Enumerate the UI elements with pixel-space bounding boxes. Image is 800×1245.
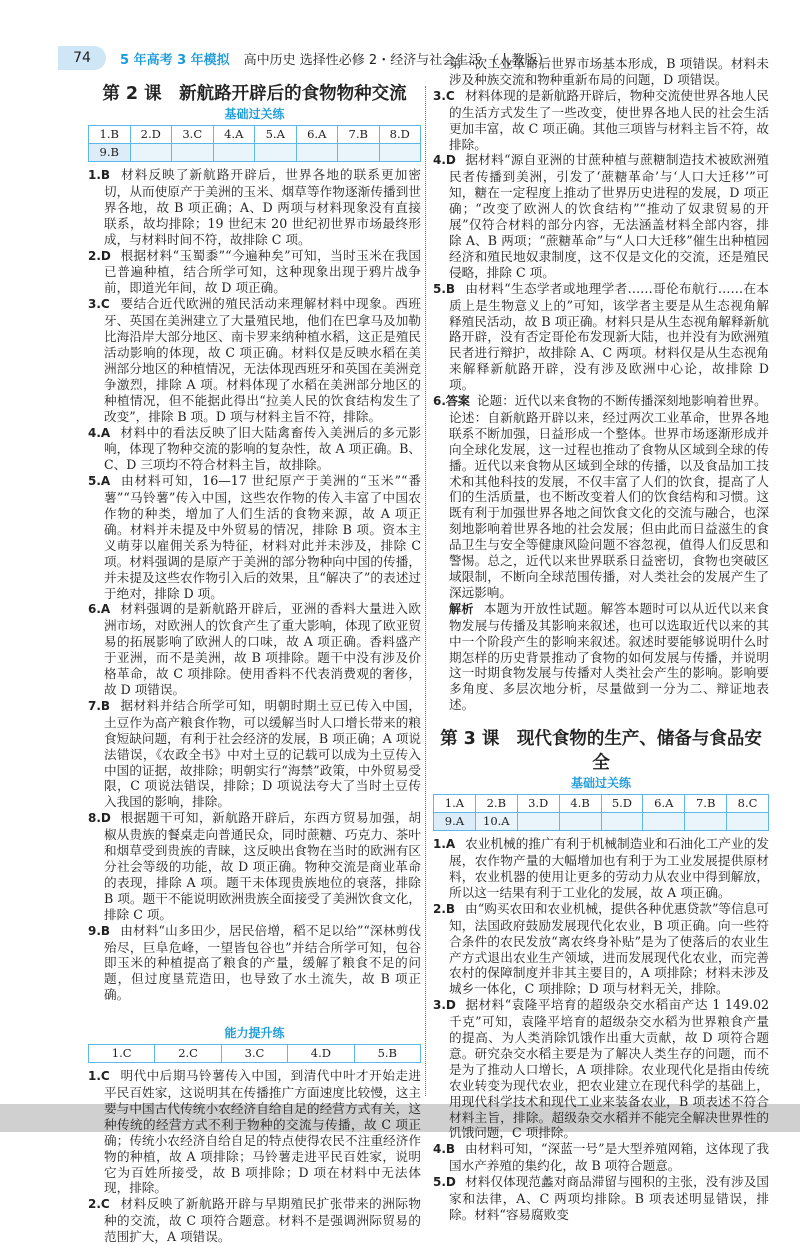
item-text: 材料反映了新航路开辟与早期殖民扩张带来的洲际物种的交流，故 C 项符合题意。材料不是强调洲际贸易的范围扩大，A 项错误。 xyxy=(104,1196,421,1245)
item-label: 1.A xyxy=(433,837,456,852)
item-label: 7.B xyxy=(88,698,111,713)
answer-cell: 1.A xyxy=(434,795,476,813)
answer-cell xyxy=(255,144,297,162)
item-label: 8.D xyxy=(88,811,111,826)
analysis-label: 解析 xyxy=(449,601,474,616)
right-column xyxy=(433,56,769,1223)
answer-cell xyxy=(517,813,559,831)
answer-cell xyxy=(172,144,214,162)
item-label: 2.C xyxy=(88,1197,110,1212)
explanation-item xyxy=(88,473,421,601)
item-label: 2.B xyxy=(433,901,456,916)
answer-cell: 5.A xyxy=(255,126,297,144)
item-text: 明代中后期马铃薯传入中国，到清代中叶才开始走进平民百姓家，这说明其在传播推广方面速度比较慢，这主要与中国古代传统小农经济自给自足的经营方式有关，这种传统的经营方式不利于物种的交流与传播，故 C 项正确；传统小农经济自给自足的特点使得农民不注重经济作物的种植，故 A 项排除；马铃薯走进平民百姓家，说明它为百姓所接受，故 B 项排除；D 项在材料中无法体现，排除。 xyxy=(104,1068,421,1196)
answer-cell: 4.A xyxy=(213,126,255,144)
answer-cell xyxy=(727,813,769,831)
answer-row xyxy=(434,813,769,831)
item-text: 材料强调的是新航路开辟后，亚洲的香料大量进入欧洲市场，对欧洲人的饮食产生了重大影响，体现了欧亚贸易的拓展影响了欧洲人的口味，故 A 项正确。香料盛产于亚洲，而不是美洲，故 B 项排除。题干中没有涉及价格革命，故 C 项排除。使用香料不代表消费观的奢侈，故 D 项错误。 xyxy=(104,601,421,697)
item-text: 由材料可知，“深蓝一号”是大型养殖网箱，这体现了我国水产养殖的集约化，故 B 项符合题意。 xyxy=(449,1141,769,1174)
item-label: 6.A xyxy=(88,602,111,617)
page-number: 74 xyxy=(58,46,106,70)
item-label: 2.D xyxy=(88,248,111,263)
item-label: 3.C xyxy=(433,88,455,103)
item-label: 5.A xyxy=(88,474,111,489)
thesis-text: 论题：近代以来食物的不断传播深刻地影响着世界。 xyxy=(477,393,767,409)
explanation-item xyxy=(88,425,421,474)
item-text: 根据题干可知，新航路开辟后，东西方贸易加强，胡椒从贵族的餐桌走向普通民众，同时蔗糖、巧克力、茶叶和烟草受到贵族的青睐，这反映出食物在当时的欧洲有区分社会等级的功能，故 D 项正确。物种交流是商业革命的表现，排除 A 项。题干未体现贵族地位的衰落，排除 B 项。题干不能说明欧洲贵族全面接受了美洲饮食文化，排除 C 项。 xyxy=(104,810,421,922)
answer-cell: 8.D xyxy=(379,126,421,144)
answer-cell: 5.D xyxy=(601,795,643,813)
item-text: 材料体现的是新航路开辟后，物种交流使世界各地人民的生活方式发生了一些改变，使世界各地人民的社会生活更加丰富，故 C 项正确。其他三项皆与材料主旨不符，故排除。 xyxy=(449,87,769,152)
item-text: 由材料“生态学者或地理学者……哥伦布航行……在本质上是生物意义上的”可知，该学者主要是从生态视角解释殖民活动，故 B 项正确。材料只是从生态视角解释新航路开辟，没有否定哥伦布发现新大陆，也并没有为欧洲殖民者进行辩护，故排除 A、C 两项。材料仅是从生态视角来解释新航路开辟，没有涉及欧洲中心论，故排除 D 项。 xyxy=(449,280,769,393)
explanation-item xyxy=(433,997,769,1141)
explanation-item xyxy=(88,1196,421,1245)
answer-cell xyxy=(559,813,601,831)
item-text: 根据材料“玉蜀黍”“今遍种矣”可知，当时玉米在我国已普遍种植，结合所学可知，这种现象出现于鸦片战争前，即道光年间，故 D 项正确。 xyxy=(104,247,421,296)
explanations-basic xyxy=(88,167,421,1003)
answer-cell: 3.D xyxy=(517,795,559,813)
explanation-item xyxy=(88,167,421,248)
item-text: 由材料“山多田少，居民倍增，稻不足以给”“深林剪伐殆尽，巨阜危峰，一望皆包谷也”并结合所学可知，包谷即玉米的种植提高了粮食的产量，缓解了粮食不足的问题，但过度垦荒造田，也导致了水土流失，故 B 项正确。 xyxy=(104,922,421,1003)
answer-cell: 2.D xyxy=(130,126,172,144)
answer-cell: 8.C xyxy=(727,795,769,813)
explanation-item xyxy=(88,923,421,1004)
item-text: 据材料并结合所学可知，明朝时期土豆已传入中国，土豆作为高产粮食作物，可以缓解当时人口增长带来的粮食短缺问题，有利于社会经济的发展，B 项正确；A 项说法错误，《农政全书》中对土豆的记载可以成为土豆传入中国的证据，故排除；明朝实行“海禁”政策，中外贸易受限，C 项说法错误，排除；D 项说法夸大了当时土豆传入我国的影响，排除。 xyxy=(104,697,421,810)
answer-cell xyxy=(379,144,421,162)
explanation-item xyxy=(433,152,769,280)
answer-cell xyxy=(685,813,727,831)
answer-cell: 4.D xyxy=(288,1045,354,1063)
left-column xyxy=(88,82,421,1245)
item-label: 5.D xyxy=(433,1175,456,1190)
item-label: 6.答案 xyxy=(433,394,470,409)
analysis-text: 本题为开放性试题。解答本题时可以从近代以来食物发展与传播及其影响来叙述，也可以选取近代以来的其中一个阶段产生的影响来叙述。叙述时要能够说明什么时期怎样的历史背景推动了食物的如何发展与传播，并说明这一时期食物发展与传播对人类社会产生的影响。影响要多角度、多层次地分析，尽量做到一分为二、辩证地表述。 xyxy=(449,600,769,713)
item-label: 4.A xyxy=(88,425,111,440)
answer-cell: 2.B xyxy=(475,795,517,813)
item-text: 材料中的看法反映了旧大陆禽畜传入美洲后的多元影响，体现了物种交流的影响的复杂性，故 A 项正确。B、C、D 三项均不符合材料主旨，故排除。 xyxy=(104,424,421,473)
answer-cell: 7.B xyxy=(685,795,727,813)
column-divider xyxy=(425,86,426,1096)
explanation-item xyxy=(88,698,421,810)
answer-cell: 9.B xyxy=(89,144,131,162)
lesson-2-title: 第 2 课 新航路开辟后的食物物种交流 xyxy=(102,84,407,104)
answer-cell: 3.C xyxy=(221,1045,287,1063)
answer-cell xyxy=(643,813,685,831)
explanation-item xyxy=(88,810,421,922)
lesson-3-basic-heading: 基础过关练 xyxy=(570,776,631,791)
answer-cell: 2.C xyxy=(155,1045,221,1063)
answer-table-ability xyxy=(88,1044,421,1063)
item-text: 由材料可知，16—17 世纪原产于美洲的“玉米”“番薯”“马铃薯”传入中国，这些农作物的传入丰富了中国农作物的种类，增加了人们生活的食物来源，故 A 项正确。材料并未提及中外贸易的情况，排除 B 项。资本主义萌芽以雇佣关系为特征，材料对此并未涉及，排除 C 项。材料强调的是原产于美洲的部分物种向中国的传播，并未提及这些农作物引入后的效果，且“解决了”的表述过于绝对，排除 D 项。 xyxy=(104,473,421,601)
ability-practice-heading: 能力提升练 xyxy=(224,1026,285,1041)
explanation-item xyxy=(433,1174,769,1223)
answer-cell: 9.A xyxy=(434,813,476,831)
answer-row xyxy=(89,1045,421,1063)
item-label: 4.D xyxy=(433,153,456,168)
explanation-item xyxy=(433,88,769,153)
item-text: 要结合近代欧洲的殖民活动来理解材料中现象。西班牙、英国在美洲建立了大量殖民地，他们在巴拿马及加勒比海沿岸大部分地区、南卡罗来纳种植水稻，这正是殖民活动影响的体现，故 C 项正确。材料仅是反映水稻在美洲部分地区的种植情况，无法体现西班牙和英国在美洲竞争激烈，排除 A 项。材料体现了水稻在美洲部分地区的种植情况，但不能据此得出“拉美人民的饮食结构发生了改变”，排除 B 项。D 项与材料主旨不符，排除。 xyxy=(104,296,421,424)
item-label: 3.C xyxy=(88,297,110,312)
answer-cell: 10.A xyxy=(475,813,517,831)
answer-table-lesson-3 xyxy=(433,794,769,831)
item-label: 4.B xyxy=(433,1142,456,1157)
item-text: 材料反映了新航路开辟后，世界各地的联系更加密切，从而使原产于美洲的玉米、烟草等作物逐渐传播到世界各地，故 B 项正确；A、D 两项与材料现象没有直接联系，故均排除；19 世纪末 20 世纪初世界市场最终形成，与材料时间不符，故排除 C 项。 xyxy=(104,167,421,247)
brand-title: 5 年高考 3 年模拟 xyxy=(120,52,230,68)
explanation-item xyxy=(433,1141,769,1174)
explanation-item xyxy=(88,601,421,697)
answer-cell xyxy=(213,144,255,162)
analysis-paragraph xyxy=(433,601,769,713)
item-label: 1.C xyxy=(88,1069,110,1084)
answer-cell: 6.A xyxy=(643,795,685,813)
answer-row xyxy=(434,795,769,813)
item-text: 据材料“源自亚洲的甘蔗种植与蔗糖制造技术被欧洲殖民者传播到美洲，引发了‘蔗糖革命’与‘人口大迁移’”可知，糖在一定程度上推动了世界历史进程的发展，D 项正确；“改变了欧洲人的饮食结构”“推动了奴隶贸易的开展”仅符合材料的部分内容，无法涵盖材料全部内容，排除 A、B 两项；“蔗糖革命”与“人口大迁移”催生出种植园经济和殖民地奴隶制度，这不仅是文化的交流，还是殖民侵略，排除 C 项。 xyxy=(449,152,769,280)
item-label: 3.D xyxy=(433,998,456,1013)
book-subject: 高中历史 选择性必修 2・经济与社会生活 （人教版） xyxy=(243,52,551,68)
answer-cell: 1.C xyxy=(89,1045,155,1063)
explanation-item xyxy=(433,901,769,997)
explanations-ability-continued xyxy=(433,88,769,393)
item-label: 9.B xyxy=(88,923,111,938)
explanation-item xyxy=(88,1068,421,1196)
answer-cell: 4.B xyxy=(559,795,601,813)
item-label: 5.B xyxy=(433,281,456,296)
answer-row xyxy=(89,144,421,162)
answer-cell: 1.B xyxy=(89,126,131,144)
argument-text: 论述：自新航路开辟以来，经过两次工业革命，世界各地联系不断加强，日益形成一个整体。世界市场逐渐形成并向全球化发展，这一过程也推动了食物从区域到全球的传播。近代以来食物从区域到全球的传播，以及食品加工技术和其他科技的发展，不仅丰富了人们的饮食，提高了人们的生活质量，也不断改变着人们的饮食结构和习惯。这既有利于加强世界各地之间饮食文化的交流与融合，也深刻地影响着世界各地的社会发展；但由此而日益滋生的食品卫生与安全等健康风险问题不容忽视，值得人们反思和警惕。总之，近代以来世界联系日益密切，食物也突破区域限制，不断向全球范围传播，对人类社会的发展产生了深远影响。 xyxy=(449,409,769,600)
answer-cell xyxy=(296,144,338,162)
answer-cell: 3.C xyxy=(172,126,214,144)
answer-cell xyxy=(130,144,172,162)
question-6-answer xyxy=(433,393,769,410)
explanation-item xyxy=(88,248,421,297)
explanation-item xyxy=(433,281,769,393)
basic-practice-heading: 基础过关练 xyxy=(224,107,285,121)
explanation-item xyxy=(433,836,769,901)
continued-text: 第一次工业革命后世界市场基本形成，B 项错误。材料未涉及种族交流和物种重新布局的问题，D 项错误。 xyxy=(449,56,769,87)
answer-row xyxy=(89,126,421,144)
item-text: 据材料“袁隆平培育的超级杂交水稻亩产达 1 149.02 千克”可知，袁隆平培育的超级杂交水稻为世界粮食产量的提高、为人类消除饥饿作出重大贡献，故 D 项符合题意。研究杂交水稻主要是为了解决人类生存的问题，而不是为了推动人口增长，A 项排除。农业现代化是指由传统农业转变为现代农业，把农业建立在现代科学的基础上，用现代科学技术和现代工业来装备农业，B 项表述不符合材料主旨，排除。超级杂交水稻并不能完全解决世界性的饥饿问题，C 项排除。 xyxy=(449,997,769,1141)
explanation-item xyxy=(88,296,421,424)
item-text: 由“购买农田和农业机械，提供各种优惠贷款”等信息可知，法国政府鼓励发展现代化农业，B 项正确。向一些符合条件的农民发放“离农终身补贴”是为了使落后的农业生产方式退出农业生产领域，进而发展现代化农业，而完善农村的保障制度并非其主要目的，A 项排除；材料未涉及城乡一体化，C 项排除；D 项与材料无关，排除。 xyxy=(449,900,769,997)
item-label: 1.B xyxy=(88,168,111,182)
answer-cell xyxy=(338,144,380,162)
answer-cell: 5.B xyxy=(354,1045,420,1063)
answer-table-basic xyxy=(88,125,421,162)
answer-cell xyxy=(601,813,643,831)
item-text: 材料仅体现范蠡对商品滞留与囤积的主张，没有涉及国家和法律，A、C 两项均排除。B 项表述明显错误，排除。材料“容易腐败变 xyxy=(449,1174,769,1222)
item-text: 农业机械的推广有利于机械制造业和石油化工产业的发展，农作物产量的大幅增加也有利于为工业发展提供原材料，农业机器的使用让更多的劳动力从农业中得到解放，所以这一结果有利于工业化的发展，故 A 项正确。 xyxy=(449,836,769,900)
answer-cell: 6.A xyxy=(296,126,338,144)
explanations-ability xyxy=(88,1068,421,1245)
explanations-lesson-3 xyxy=(433,836,769,1223)
lesson-3-title: 第 3 课 现代食物的生产、储备与食品安全 xyxy=(440,729,762,774)
answer-cell: 7.B xyxy=(338,126,380,144)
